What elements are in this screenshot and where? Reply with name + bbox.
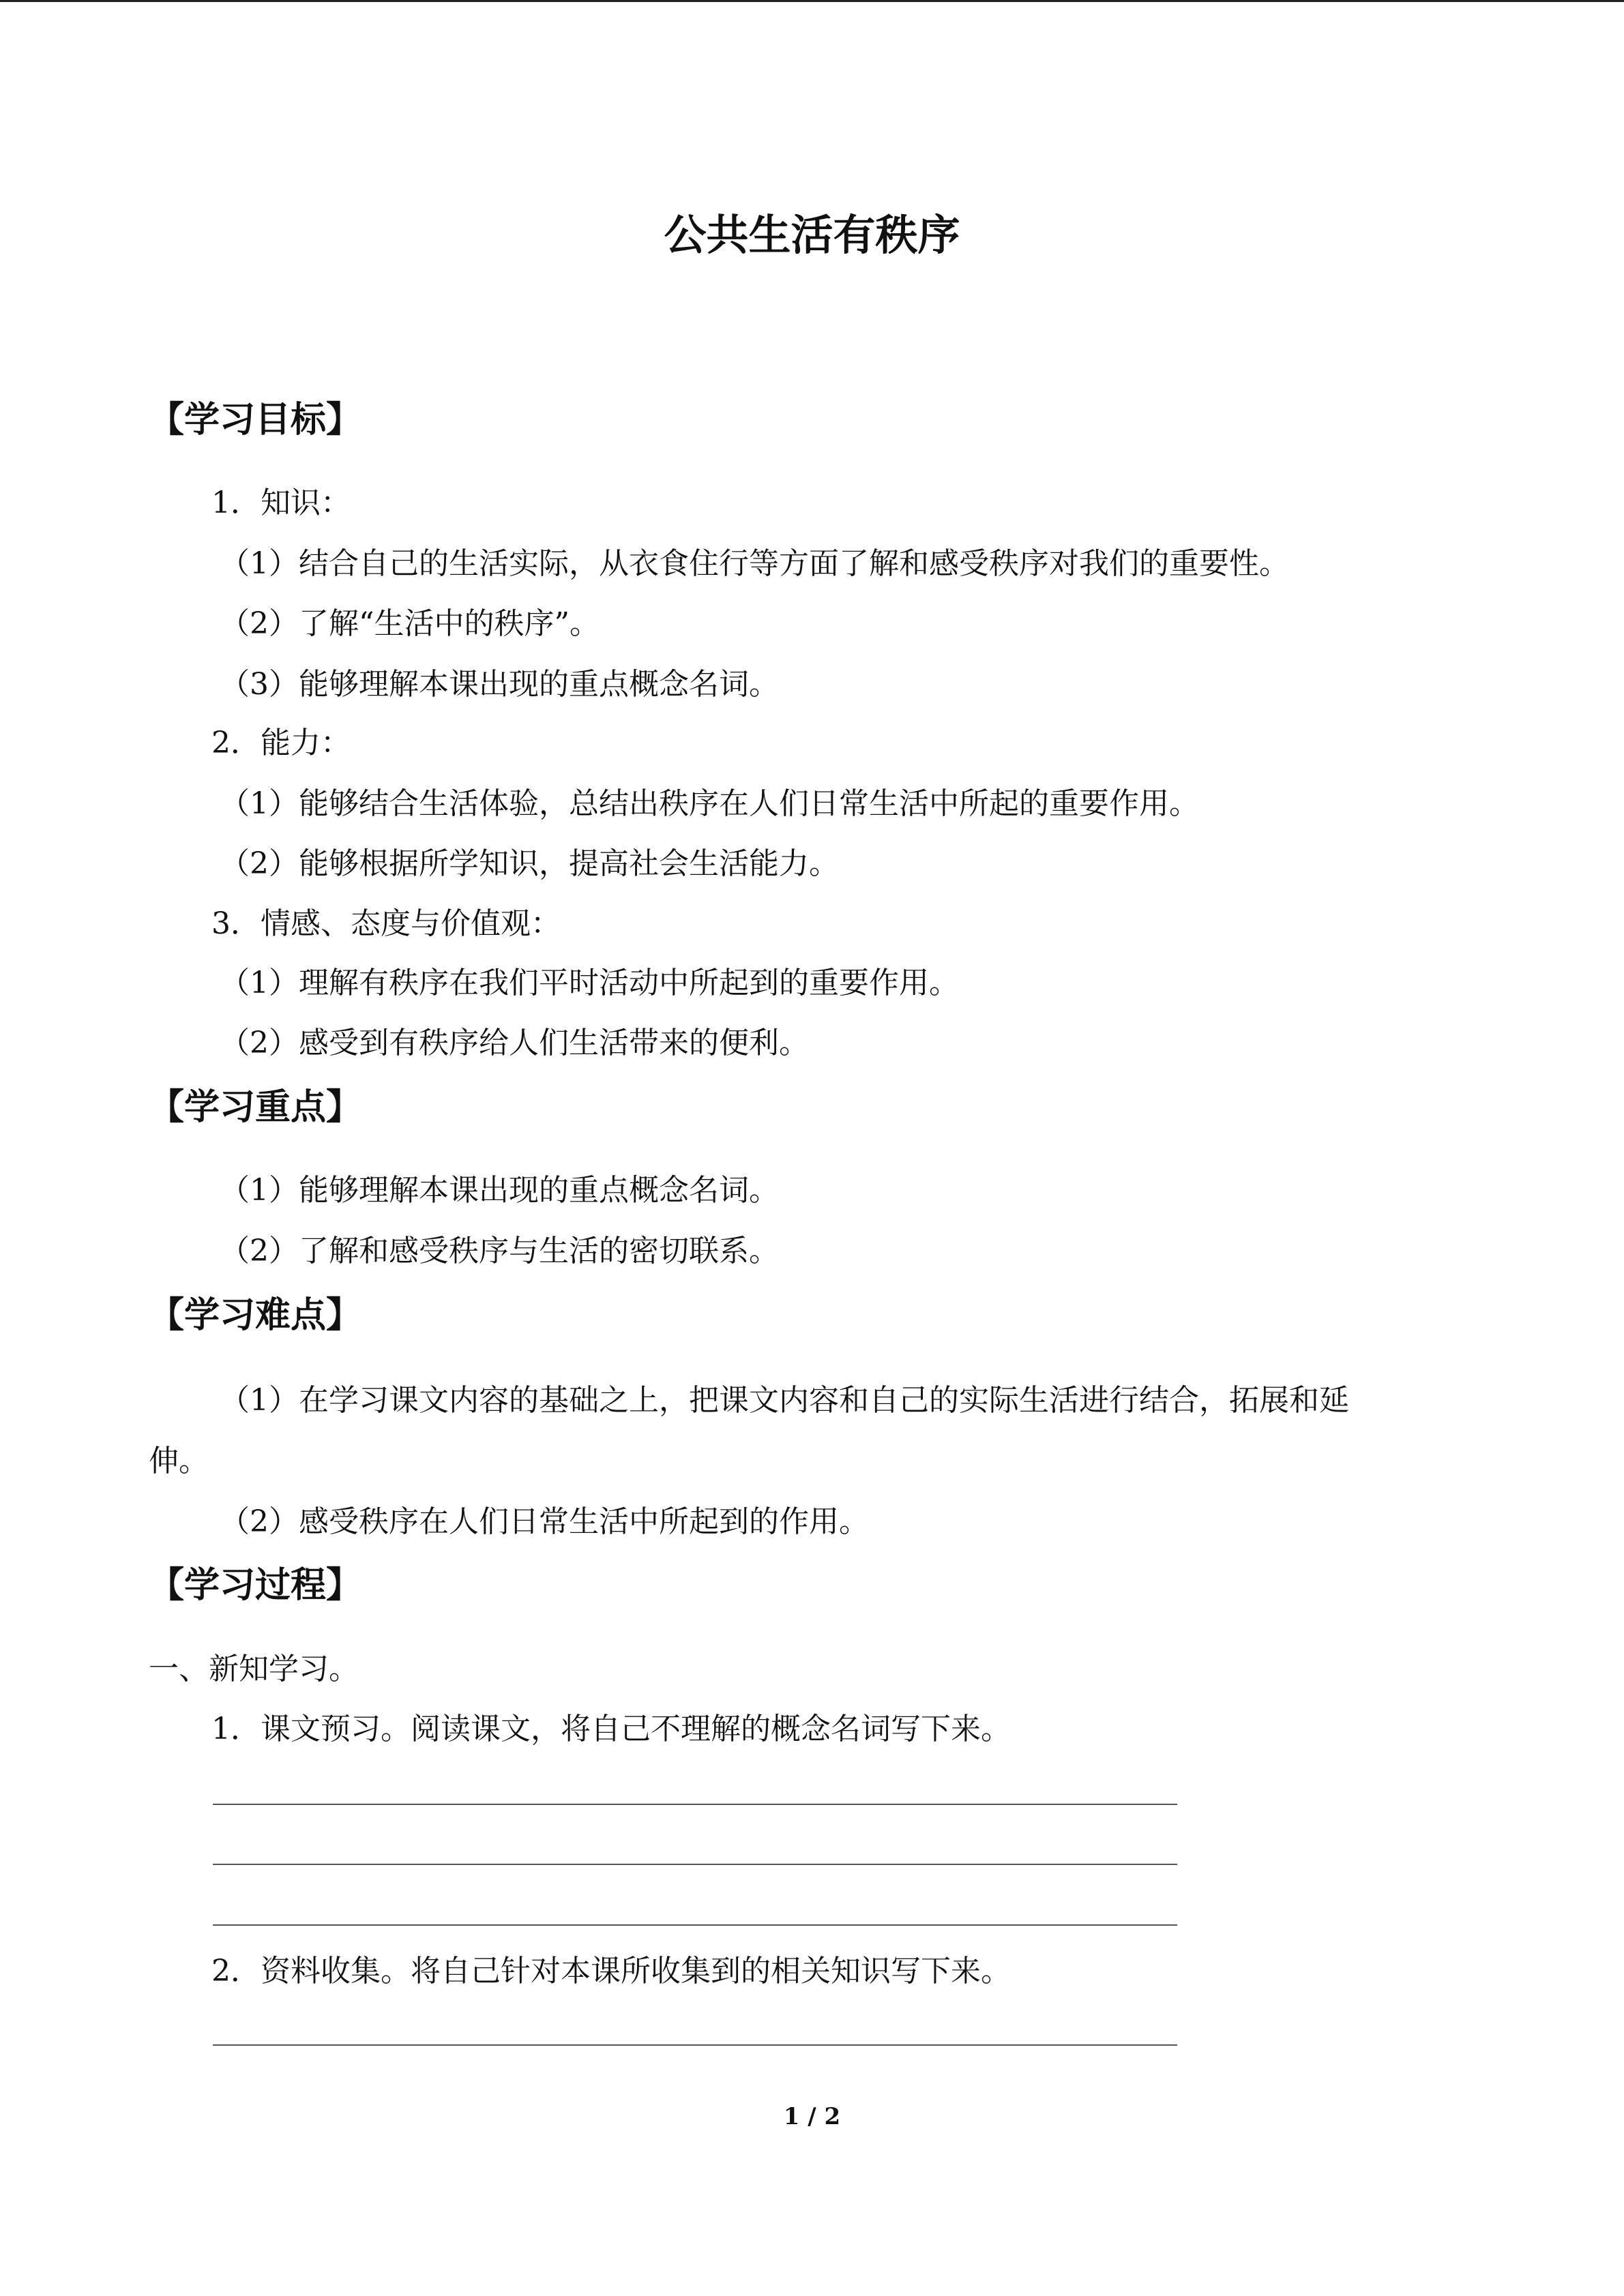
answer-line[interactable]: [213, 1864, 1177, 1865]
process-task-materials: 2．资料收集。将自己针对本课所收集到的相关知识写下来。: [211, 1954, 1011, 1988]
goals-line: （3）能够理解本课出现的重点概念名词。: [220, 667, 779, 702]
process-task-preview: 1．课文预习。阅读课文，将自己不理解的概念名词写下来。: [211, 1712, 1011, 1746]
goals-line: （2）感受到有秩序给人们生活带来的便利。: [220, 1026, 809, 1060]
section-heading-key-points: 【学习重点】: [149, 1087, 362, 1128]
section-heading-process: 【学习过程】: [149, 1565, 362, 1606]
goals-line: （1）能够结合生活体验，总结出秩序在人们日常生活中所起的重要作用。: [220, 786, 1199, 821]
answer-line[interactable]: [213, 1924, 1177, 1926]
goals-line: （2）了解“生活中的秩序”。: [220, 606, 600, 641]
difficulties-line: （1）在学习课文内容的基础之上，把课文内容和自己的实际生活进行结合，拓展和延: [220, 1383, 1349, 1418]
goals-line: （1）结合自己的生活实际，从衣食住行等方面了解和感受秩序对我们的重要性。: [220, 546, 1289, 581]
difficulties-line-continuation: 伸。: [149, 1444, 209, 1478]
answer-line[interactable]: [213, 2044, 1177, 2046]
goals-line: （1）理解有秩序在我们平时活动中所起到的重要作用。: [220, 966, 959, 1000]
document-title: 公共生活有秩序: [664, 210, 960, 260]
goals-line-attitude: 3．情感、态度与价值观：: [211, 906, 561, 941]
goals-line-knowledge: 1．知识：: [211, 486, 351, 520]
difficulties-line: （2）感受秩序在人们日常生活中所起到的作用。: [220, 1504, 869, 1539]
goals-line-ability: 2．能力：: [211, 726, 351, 760]
key-points-line: （2）了解和感受秩序与生活的密切联系。: [220, 1234, 779, 1268]
section-heading-difficulties: 【学习难点】: [149, 1295, 362, 1336]
goals-line: （2）能够根据所学知识，提高社会生活能力。: [220, 846, 839, 881]
section-heading-goals: 【学习目标】: [149, 400, 362, 441]
page-number: 1 / 2: [783, 2103, 841, 2130]
page-top-border: [0, 0, 1624, 2]
answer-line[interactable]: [213, 1804, 1177, 1805]
process-line-new-knowledge: 一、新知学习。: [149, 1652, 359, 1686]
key-points-line: （1）能够理解本课出现的重点概念名词。: [220, 1173, 779, 1208]
